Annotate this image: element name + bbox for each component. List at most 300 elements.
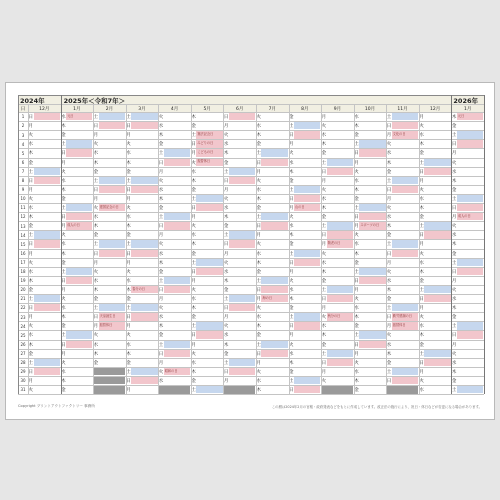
- day-number: 8: [21, 178, 25, 183]
- weekday-label: 日: [126, 187, 131, 193]
- day-highlight: [164, 149, 190, 157]
- weekday-label: 金: [28, 224, 33, 230]
- weekday-label: 日: [158, 287, 164, 293]
- day-highlight: [424, 231, 450, 239]
- weekday-label: 火: [28, 260, 33, 266]
- col-line: [419, 104, 420, 394]
- weekday-label: 木: [223, 278, 229, 284]
- empty-cell: [94, 367, 126, 375]
- weekday-label: 木: [158, 196, 164, 202]
- weekday-label: 日: [126, 378, 131, 384]
- day-highlight: [457, 140, 483, 148]
- weekday-label: 日: [61, 215, 66, 221]
- weekday-label: 金: [419, 151, 424, 157]
- weekday-label: 金: [354, 388, 359, 393]
- empty-cell: [94, 386, 126, 394]
- weekday-label: 木: [386, 351, 392, 357]
- empty-cell: [159, 386, 191, 394]
- weekday-label: 火: [256, 369, 261, 375]
- day-number: 12: [20, 214, 26, 220]
- weekday-label: 火: [354, 360, 359, 366]
- weekday-label: 月: [354, 351, 359, 357]
- holiday-label: 元日: [67, 113, 74, 118]
- day-highlight: [34, 295, 60, 303]
- day-highlight: [392, 186, 418, 194]
- day-highlight: [424, 286, 450, 294]
- day-highlight: [392, 368, 418, 376]
- weekday-label: 火: [419, 251, 424, 257]
- weekday-label: 土: [256, 151, 261, 157]
- weekday-label: 金: [93, 360, 99, 366]
- weekday-label: 土: [451, 324, 457, 330]
- weekday-label: 土: [28, 233, 33, 239]
- weekday-label: 月: [126, 260, 131, 266]
- weekday-label: 日: [61, 151, 66, 157]
- row-line: [18, 376, 484, 377]
- month-header: 4月: [170, 106, 179, 112]
- col-line: [484, 95, 485, 394]
- day-highlight: [327, 222, 353, 230]
- weekday-label: 月: [321, 242, 327, 248]
- weekday-label: 日: [28, 369, 33, 375]
- day-highlight: [359, 268, 385, 276]
- day-highlight: [164, 158, 190, 166]
- weekday-label: 月: [256, 360, 261, 366]
- weekday-label: 木: [419, 333, 424, 339]
- holiday-label: 振替休日: [99, 323, 113, 327]
- weekday-label: 水: [354, 369, 359, 375]
- weekday-label: 木: [256, 324, 261, 330]
- day-highlight: [99, 240, 125, 248]
- year-prev-label: 2024年: [20, 97, 45, 105]
- weekday-label: 土: [451, 260, 457, 266]
- weekday-label: 土: [61, 333, 66, 339]
- weekday-label: 金: [289, 369, 294, 375]
- holiday-label: 振替休日: [392, 323, 406, 327]
- weekday-label: 土: [223, 233, 229, 239]
- weekday-label: 土: [191, 324, 196, 330]
- weekday-label: 水: [256, 378, 261, 384]
- weekday-label: 日: [419, 169, 424, 175]
- weekday-label: 木: [386, 287, 392, 293]
- weekday-label: 金: [93, 233, 99, 239]
- day-highlight: [294, 122, 320, 130]
- weekday-label: 日: [354, 215, 359, 221]
- weekday-label: 日: [354, 278, 359, 284]
- weekday-label: 金: [354, 133, 359, 139]
- weekday-label: 火: [321, 251, 327, 257]
- weekday-label: 月: [126, 388, 131, 393]
- month-header: 11月: [397, 106, 408, 112]
- weekday-label: 木: [191, 115, 196, 120]
- weekday-label: 木: [126, 287, 131, 293]
- weekday-label: 日: [289, 324, 294, 330]
- month-header: 8月: [301, 106, 309, 112]
- weekday-label: 土: [126, 242, 131, 248]
- weekday-label: 土: [126, 178, 131, 184]
- weekday-label: 月: [28, 251, 33, 257]
- day-highlight: [392, 240, 418, 248]
- weekday-label: 金: [223, 224, 229, 230]
- day-highlight: [131, 313, 157, 321]
- weekday-label: 日: [126, 251, 131, 257]
- day-highlight: [424, 359, 450, 367]
- day-highlight: [294, 131, 320, 139]
- weekday-label: 木: [354, 251, 359, 257]
- weekday-label: 土: [191, 196, 196, 202]
- weekday-label: 水: [386, 151, 392, 157]
- weekday-label: 土: [289, 187, 294, 193]
- day-highlight: [359, 149, 385, 157]
- col-line: [256, 104, 257, 394]
- year-next-label: 2026年: [453, 97, 478, 105]
- empty-cell: [322, 386, 354, 394]
- weekday-label: 月: [191, 215, 196, 221]
- weekday-label: 月: [354, 287, 359, 293]
- weekday-label: 水: [93, 278, 99, 284]
- holiday-label: 秋分の日: [327, 313, 341, 318]
- weekday-label: 金: [289, 242, 294, 248]
- day-number: 9: [21, 187, 25, 193]
- col-line: [354, 104, 355, 394]
- weekday-label: 火: [321, 378, 327, 384]
- weekday-label: 日: [451, 269, 457, 275]
- footnote-text: この暦は2024年2月の官報・政府発表などをもとに作成しています。改正法の施行により、祝日・休日などが変更になる場合があります。: [271, 405, 482, 409]
- day-number: 18: [20, 269, 26, 274]
- holiday-label: 昭和の日: [164, 368, 178, 373]
- day-highlight: [261, 213, 287, 221]
- row-line: [18, 303, 484, 304]
- day-highlight: [261, 222, 287, 230]
- weekday-label: 土: [321, 351, 327, 357]
- weekday-label: 木: [28, 278, 33, 284]
- weekday-label: 水: [321, 196, 327, 202]
- day-highlight: [99, 177, 125, 185]
- row-line: [18, 367, 484, 368]
- empty-cell: [94, 376, 126, 384]
- holiday-label: 春分の日: [132, 286, 145, 291]
- day-number: 20: [20, 287, 26, 293]
- weekday-label: 日: [93, 315, 99, 321]
- day-highlight: [457, 386, 483, 394]
- row-line: [18, 394, 484, 395]
- weekday-label: 月: [28, 124, 33, 130]
- weekday-label: 金: [126, 169, 131, 175]
- day-highlight: [294, 322, 320, 330]
- weekday-label: 金: [191, 124, 196, 130]
- weekday-label: 月: [321, 178, 327, 184]
- weekday-label: 火: [256, 178, 261, 184]
- weekday-label: 金: [126, 360, 131, 366]
- weekday-label: 火: [419, 187, 424, 193]
- weekday-label: 水: [289, 224, 294, 230]
- day-number: 21: [20, 296, 26, 302]
- weekday-label: 木: [451, 242, 457, 248]
- calendar-sheet: [5, 82, 495, 420]
- day-highlight: [66, 277, 92, 285]
- weekday-label: 水: [158, 378, 164, 384]
- weekday-label: 土: [61, 142, 66, 148]
- weekday-label: 金: [256, 269, 261, 275]
- month-header: 12月: [39, 106, 50, 112]
- day-highlight: [294, 195, 320, 203]
- weekday-label: 日: [321, 360, 327, 366]
- weekday-label: 木: [93, 224, 99, 230]
- row-line: [18, 148, 484, 149]
- weekday-label: 木: [126, 160, 131, 166]
- month-header: 7月: [268, 106, 276, 112]
- weekday-label: 金: [451, 251, 457, 257]
- day-highlight: [164, 277, 190, 285]
- weekday-label: 月: [223, 378, 229, 384]
- year-main-label: 2025年＜令和7年＞: [63, 97, 126, 105]
- row-line: [18, 112, 484, 113]
- weekday-label: 火: [126, 142, 131, 148]
- month-header: 12月: [429, 106, 441, 112]
- weekday-label: 土: [289, 315, 294, 321]
- weekday-label: 火: [158, 242, 164, 248]
- day-number: 31: [20, 387, 26, 393]
- month-header: 6月: [236, 106, 244, 112]
- weekday-label: 土: [223, 169, 229, 175]
- weekday-label: 木: [61, 124, 66, 130]
- day-highlight: [66, 331, 92, 339]
- weekday-label: 日: [158, 351, 164, 357]
- weekday-label: 水: [191, 360, 196, 366]
- day-highlight: [294, 313, 320, 321]
- weekday-label: 月: [386, 133, 392, 139]
- day-highlight: [327, 231, 353, 239]
- weekday-label: 土: [419, 160, 424, 166]
- holiday-label: 憲法記念日: [197, 131, 214, 136]
- weekday-label: 水: [158, 251, 164, 257]
- weekday-label: 月: [289, 333, 294, 339]
- weekday-label: 水: [451, 360, 457, 366]
- holiday-label: 海の日: [262, 295, 273, 300]
- day-highlight: [424, 295, 450, 303]
- weekday-label: 水: [419, 133, 424, 139]
- weekday-label: 火: [28, 388, 33, 393]
- day-number: 22: [20, 305, 26, 311]
- weekday-label: 水: [93, 151, 99, 157]
- weekday-label: 月: [61, 351, 66, 357]
- day-highlight: [392, 249, 418, 257]
- weekday-label: 火: [126, 333, 131, 339]
- weekday-label: 水: [354, 178, 359, 184]
- weekday-label: 日: [256, 287, 261, 293]
- day-highlight: [261, 340, 287, 348]
- day-highlight: [229, 231, 255, 239]
- weekday-label: 金: [191, 378, 196, 384]
- weekday-label: 火: [223, 324, 229, 330]
- day-highlight: [66, 213, 92, 221]
- weekday-label: 日: [386, 315, 392, 321]
- weekday-label: 月: [451, 215, 457, 221]
- copyright-text: Copyright プリントアウトファクトリー 事務所: [18, 404, 95, 408]
- row-line: [18, 194, 484, 195]
- weekday-label: 月: [223, 187, 229, 193]
- weekday-label: 金: [256, 206, 261, 211]
- weekday-label: 水: [321, 133, 327, 139]
- weekday-label: 金: [386, 169, 392, 175]
- weekday-label: 火: [419, 378, 424, 384]
- weekday-label: 木: [158, 260, 164, 266]
- weekday-label: 水: [61, 115, 66, 120]
- weekday-label: 火: [93, 333, 99, 339]
- top-line: [18, 95, 484, 96]
- weekday-label: 日: [386, 187, 392, 193]
- weekday-label: 木: [158, 133, 164, 139]
- col-line: [93, 104, 94, 394]
- day-highlight: [424, 349, 450, 357]
- weekday-label: 木: [419, 269, 424, 275]
- weekday-label: 日: [93, 187, 99, 193]
- weekday-label: 火: [223, 133, 229, 139]
- weekday-label: 土: [386, 242, 392, 248]
- weekday-label: 火: [93, 206, 99, 211]
- weekday-label: 金: [93, 169, 99, 175]
- weekday-label: 火: [191, 160, 196, 166]
- day-highlight: [99, 186, 125, 194]
- row-line: [18, 349, 484, 350]
- weekday-label: 土: [256, 215, 261, 221]
- weekday-label: 土: [93, 306, 99, 312]
- day-highlight: [66, 204, 92, 212]
- day-highlight: [294, 186, 320, 194]
- weekday-label: 金: [386, 297, 392, 302]
- weekday-label: 木: [451, 178, 457, 184]
- weekday-label: 金: [93, 297, 99, 302]
- weekday-label: 水: [419, 260, 424, 266]
- weekday-label: 火: [256, 242, 261, 248]
- day-highlight: [66, 140, 92, 148]
- day-highlight: [131, 368, 157, 376]
- day-highlight: [229, 167, 255, 175]
- day-highlight: [66, 340, 92, 348]
- weekday-label: 月: [321, 369, 327, 375]
- col-line: [289, 104, 290, 394]
- day-highlight: [229, 295, 255, 303]
- day-highlight: [34, 167, 60, 175]
- day-highlight: [424, 158, 450, 166]
- weekday-label: 土: [419, 351, 424, 357]
- weekday-label: 月: [223, 315, 229, 321]
- weekday-label: 月: [419, 369, 424, 375]
- calendar-grid: [18, 95, 484, 402]
- weekday-label: 木: [321, 206, 327, 211]
- weekday-label: 木: [61, 251, 66, 257]
- day-highlight: [34, 304, 60, 312]
- weekday-label: 土: [61, 206, 66, 211]
- weekday-label: 金: [354, 324, 359, 330]
- day-highlight: [131, 113, 157, 121]
- day-highlight: [359, 213, 385, 221]
- weekday-label: 月: [289, 206, 294, 211]
- weekday-label: 金: [321, 278, 327, 284]
- day-highlight: [457, 204, 483, 212]
- weekday-label: 木: [93, 287, 99, 293]
- weekday-label: 水: [386, 215, 392, 221]
- day-highlight: [261, 149, 287, 157]
- weekday-label: 木: [223, 215, 229, 221]
- weekday-label: 水: [28, 333, 33, 339]
- col-line: [126, 104, 127, 394]
- weekday-label: 水: [223, 333, 229, 339]
- weekday-label: 木: [386, 224, 392, 230]
- weekday-label: 金: [354, 196, 359, 202]
- weekday-label: 土: [354, 269, 359, 275]
- weekday-label: 金: [419, 278, 424, 284]
- weekday-label: 木: [451, 115, 457, 120]
- weekday-label: 月: [419, 115, 424, 120]
- weekday-label: 火: [61, 360, 66, 366]
- weekday-label: 月: [158, 297, 164, 302]
- weekday-label: 木: [223, 342, 229, 348]
- weekday-label: 火: [386, 142, 392, 148]
- weekday-label: 日: [223, 306, 229, 312]
- weekday-label: 日: [256, 160, 261, 166]
- weekday-label: 木: [158, 324, 164, 330]
- weekday-label: 木: [321, 269, 327, 275]
- weekday-label: 日: [256, 351, 261, 357]
- col-line: [61, 95, 62, 394]
- day-highlight: [196, 195, 222, 203]
- weekday-label: 月: [126, 196, 131, 202]
- weekday-label: 水: [289, 287, 294, 293]
- day-number: 10: [20, 196, 26, 202]
- weekday-label: 木: [126, 224, 131, 230]
- row-line: [18, 212, 484, 213]
- day-number: 27: [20, 350, 26, 356]
- weekday-label: 水: [321, 324, 327, 330]
- weekday-label: 日: [289, 260, 294, 266]
- weekday-label: 日: [386, 124, 392, 130]
- weekday-label: 水: [451, 297, 457, 302]
- weekday-label: 土: [386, 115, 392, 120]
- weekday-label: 日: [158, 160, 164, 166]
- weekday-label: 土: [386, 178, 392, 184]
- weekday-label: 土: [451, 388, 457, 393]
- day-number: 26: [20, 341, 26, 347]
- day-highlight: [392, 113, 418, 121]
- row-line: [18, 230, 484, 231]
- weekday-label: 金: [256, 333, 261, 339]
- day-highlight: [131, 240, 157, 248]
- day-highlight: [196, 386, 222, 394]
- weekday-label: 土: [451, 196, 457, 202]
- weekday-label: 火: [289, 342, 294, 348]
- weekday-label: 火: [256, 115, 261, 120]
- day-number: 19: [20, 278, 26, 284]
- day-highlight: [392, 377, 418, 385]
- weekday-label: 月: [223, 124, 229, 130]
- weekday-label: 土: [386, 306, 392, 312]
- day-highlight: [131, 304, 157, 312]
- weekday-label: 木: [354, 315, 359, 321]
- weekday-label: 月: [28, 187, 33, 193]
- weekday-label: 日: [289, 388, 294, 393]
- holiday-label: 山の日: [295, 204, 305, 209]
- weekday-label: 金: [386, 233, 392, 239]
- weekday-label: 木: [61, 378, 66, 384]
- col-line: [321, 104, 322, 394]
- weekday-label: 水: [223, 269, 229, 275]
- holiday-label: 成人の日: [67, 222, 80, 227]
- weekday-label: 水: [191, 169, 196, 175]
- weekday-label: 火: [126, 269, 131, 275]
- weekday-label: 日: [93, 124, 99, 130]
- weekday-label: 水: [256, 124, 261, 130]
